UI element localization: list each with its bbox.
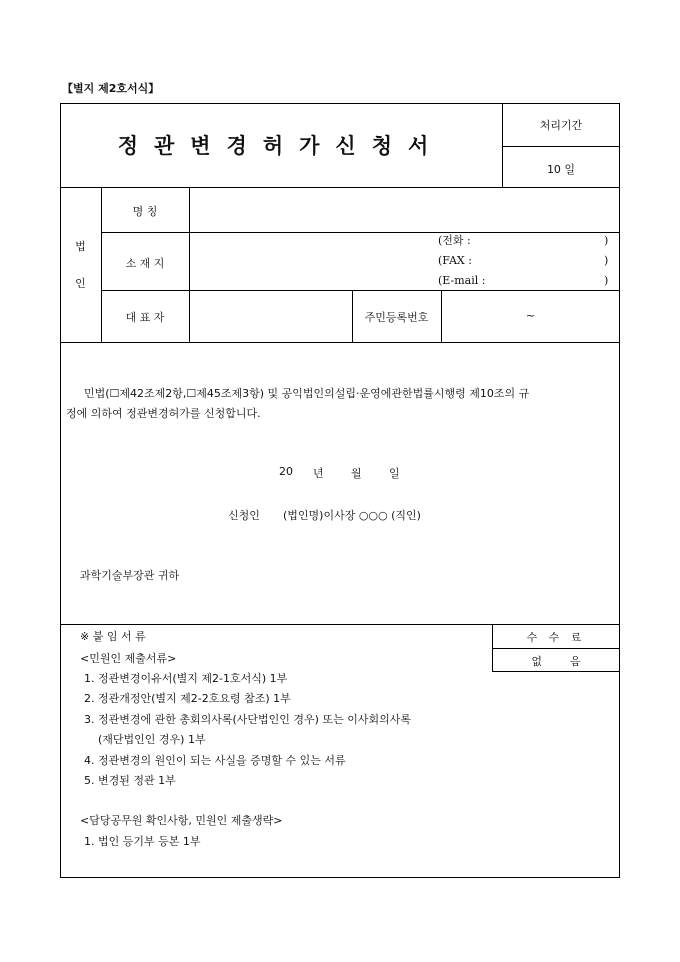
representative-label: 대 표 자 [125,311,165,324]
corporation-label-top: 법 [75,240,86,253]
divider [60,342,620,343]
statement-line-2: 정에 의하여 정관변경허가를 신청합니다. [66,407,261,420]
official-check-title: <담당공무원 확인사항, 민원인 제출생략> [80,814,283,827]
date-year[interactable]: 20 [279,465,293,478]
location-label: 소 재 지 [125,257,165,270]
list-item: (재단법인인 경우) 1부 [98,733,206,746]
divider [101,290,620,291]
email-close: ) [604,274,609,287]
processing-period-label: 처리기간 [539,119,583,132]
rrn-label: 주민등록번호 [364,311,429,324]
rrn-value[interactable]: ~ [525,309,536,322]
fax-close: ) [604,254,609,267]
list-item: 2. 정관개정안(별지 제2-2호요령 참조) 1부 [84,692,291,705]
recipient: 과학기술부장관 귀하 [80,569,180,582]
list-item: 3. 정관변경에 관한 총회의사록(사단법인인 경우) 또는 이사회의사록 [84,713,411,726]
form-title: 정관변경허가신청서 [117,133,445,158]
fee-value: 없 음 [531,655,581,668]
divider [492,671,620,672]
divider [492,648,620,649]
phone-close: ) [604,234,609,247]
name-field[interactable] [190,188,619,231]
list-item: 1. 정관변경이유서(별지 제2-1호서식) 1부 [84,672,288,685]
list-item: 5. 변경된 정관 1부 [84,774,176,787]
fax-label: (FAX : [438,254,472,267]
list-item: 1. 법인 등기부 등본 1부 [84,835,201,848]
attachments-header: ※ 붙 임 서 류 [80,630,146,643]
statement-line-1: 민법(☐제42조제2항,☐제45조제3항) 및 공익법인의설립·운영에관한법률시행령 제10조의 규 [84,387,530,400]
corporation-label-bottom: 인 [75,277,86,290]
civil-docs-title: <민원인 제출서류> [80,652,177,665]
processing-period-value: 10 일 [546,163,576,176]
form-number-label: 【별지 제2호서식】 [62,82,160,95]
list-item: 4. 정관변경의 원인이 되는 사실을 증명할 수 있는 서류 [84,754,346,767]
representative-field[interactable] [190,291,351,341]
date-month-unit: 월 [351,467,362,480]
divider [60,624,620,625]
date-year-unit: 년 [313,467,324,480]
email-label: (E-mail : [438,274,486,287]
phone-label: (전화 : [438,234,471,247]
date-day-unit: 일 [389,467,400,480]
applicant-label: 신청인 [228,509,260,522]
applicant-signature[interactable]: (법인명)이사장 ○○○ (직인) [283,509,421,522]
location-field[interactable] [190,233,619,289]
fee-label: 수 수 료 [526,631,586,644]
name-label: 명 칭 [132,205,158,218]
divider [502,146,620,147]
